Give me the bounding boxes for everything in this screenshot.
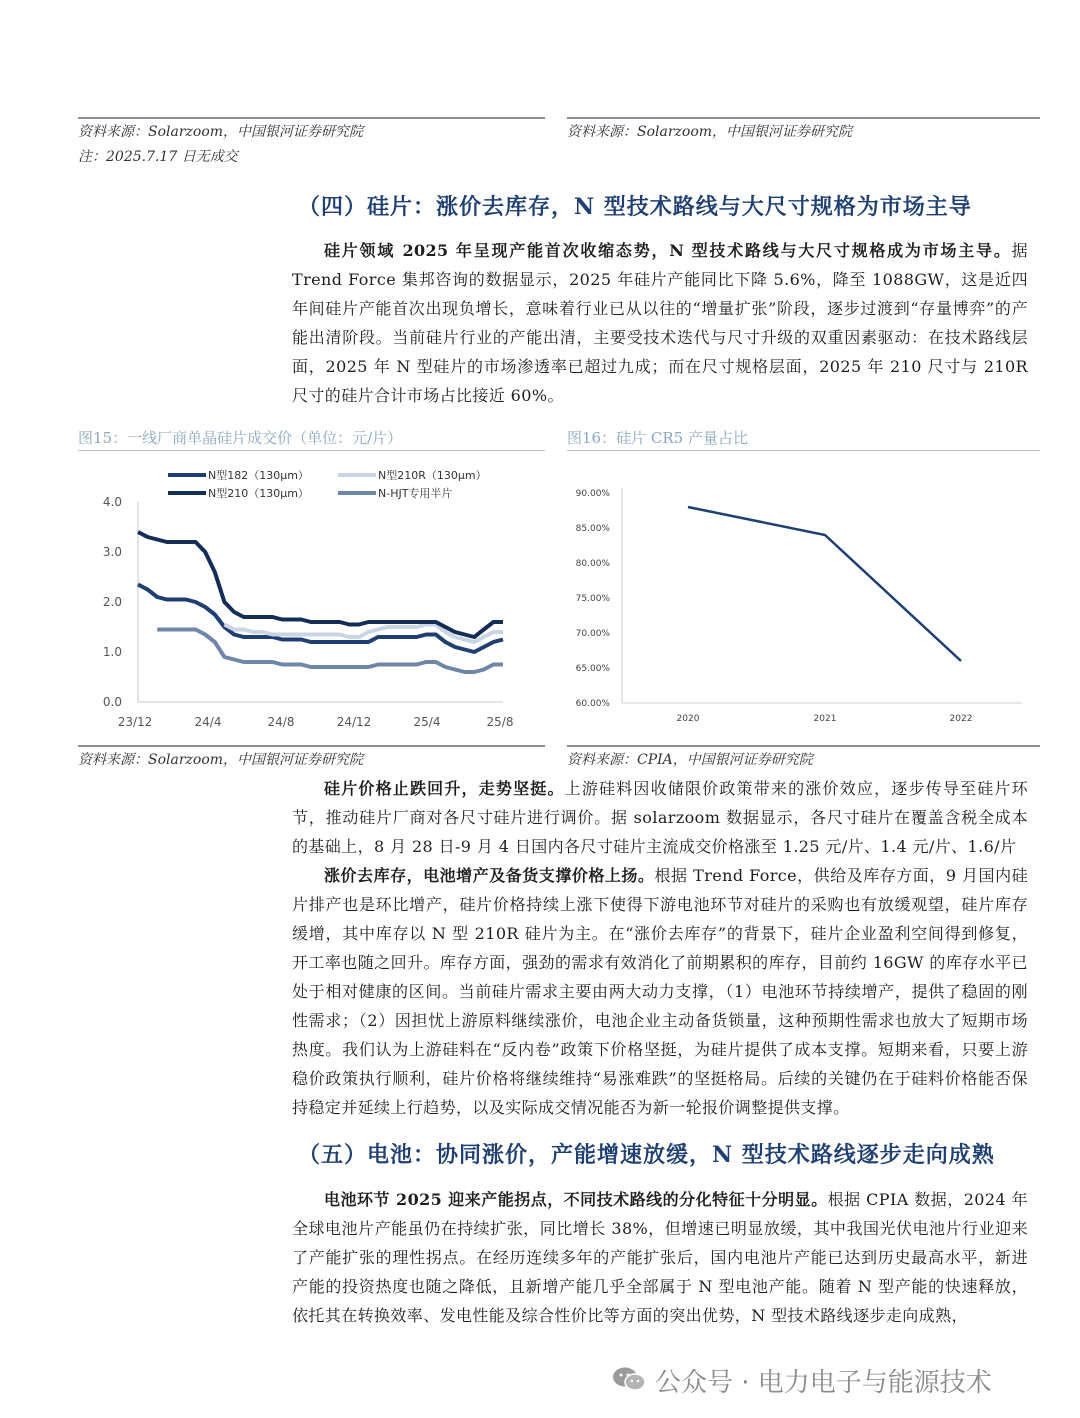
top-rule-right: [567, 117, 1040, 119]
y-tick-label: 60.00%: [575, 699, 610, 709]
figure-16-source: 资料来源：CPIA，中国银河证券研究院: [567, 752, 813, 768]
y-tick-label: 80.00%: [575, 559, 610, 569]
watermark-text: 公众号 · 电力电子与能源技术: [655, 1368, 992, 1398]
figure-16-caption: 图16：硅片 CR5 产量占比: [567, 429, 748, 447]
date-note-left: 注：2025.7.17 日无成交: [78, 149, 238, 165]
cr5-chart-series: [688, 507, 961, 661]
y-tick-label: 85.00%: [575, 524, 610, 534]
destock-paragraph: [292, 861, 1028, 1122]
x-tick-label: 2021: [813, 714, 837, 724]
figure-15-caption: 图15：一线厂商单晶硅片成交价（单位：元/片）: [78, 429, 403, 447]
x-tick-label: 2020: [676, 714, 700, 724]
legend-label: N型210（130μm）: [208, 487, 309, 500]
y-tick-label: 3.0: [102, 545, 122, 559]
x-tick-label: 2022: [949, 714, 973, 724]
source-note-right: 资料来源：Solarzoom，中国银河证券研究院: [567, 124, 853, 140]
y-tick-label: 65.00%: [575, 664, 610, 674]
silicon-wafer-price-chart: [78, 455, 545, 740]
section-4-body: 据 Trend Force 集邦咨询的数据显示，2025 年硅片产能同比下降 5.6%，降至 1088GW，这是近四年间硅片产能首次出现负增长，意味着行业已从以往的“增量扩张”阶段，逐步过渡到“存量博弈”的产能出清阶段。当前硅片行业的产能出清，主要受技术迭代与尺寸升级的双重因素驱动：在技术路线层面，2025 年 N 型硅片的市场渗透率已超过九成；而在尺寸规格层面，2025 年 210 尺寸与 210R 尺寸的硅片合计市场占比接近 60%。: [292, 241, 1028, 405]
fig-bottom-rule-left: [78, 745, 545, 747]
section-5-paragraph: [292, 1185, 1028, 1330]
y-tick-label: 2.0: [102, 595, 122, 609]
price-rebound-paragraph: [292, 774, 1028, 861]
price-chart-axes: [103, 495, 514, 729]
cr5-chart-axes: [576, 488, 1022, 724]
y-tick-label: 90.00%: [575, 489, 610, 499]
legend-label: N型182（130μm）: [208, 469, 309, 482]
price-rebound-lead: 硅片价格止跌回升，走势坚挺。: [324, 779, 565, 798]
section-4-lead: 硅片领域 2025 年呈现产能首次收缩态势，N 型技术路线与大尺寸规格成为市场主导。: [324, 241, 1012, 260]
destock-body: 根据 Trend Force，供给及库存方面，9 月国内硅片排产也是环比增产，硅片价格持续上涨下使得下游电池环节对硅片的采购也有放缓观望，硅片库存缓增，其中库存以 N 型 210R 硅片为主。在“涨价去库存”的背景下，硅片企业盈利空间得到修复，开工率也随之回升。库存方面，强劲的需求有效消化了前期累积的库存，目前约 16GW 的库存水平已处于相对健康的区间。当前硅片需求主要由两大动力支撑，（1）电池环节持续增产，提供了稳固的刚性需求；（2）因担忧上游原料继续涨价，电池企业主动备货锁量，这种预期性需求也放大了短期市场热度。我们认为上游硅料在“反内卷”政策下价格坚挺，为硅片提供了成本支撑。短期来看，只要上游稳价政策执行顺利，硅片价格将继续维持“易涨难跌”的坚挺格局。后续的关键仍在于硅料价格能否保持稳定并延续上行趋势，以及实际成交情况能否为新一轮报价调整提供支撑。: [292, 866, 1028, 1117]
fig-bottom-rule-right: [567, 745, 1040, 747]
section-4-paragraph: [292, 236, 1028, 410]
y-tick-label: 1.0: [102, 645, 122, 659]
y-tick-label: 0.0: [102, 695, 122, 709]
legend-label: N-HJT专用半片: [378, 487, 453, 500]
section-5-body: 根据 CPIA 数据，2024 年全球电池片产能虽仍在持续扩张，同比增长 38%，但增速已明显放缓，其中我国光伏电池片行业迎来了产能扩张的理性拐点。在经历连续多年的产能扩张后，国内电池片产能已达到历史最高水平，新进产能的投资热度也随之降低，且新增产能几乎全部属于 N 型电池产能。随着 N 型产能的快速释放，依托其在转换效率、发电性能及综合性价比等方面的突出优势，N 型技术路线逐步走向成熟，: [292, 1190, 1028, 1325]
section-5-heading: （五）电池：协同涨价，产能增速放缓，N 型技术路线逐步走向成熟: [298, 1142, 995, 1168]
x-tick-label: 25/4: [413, 715, 441, 729]
section-5-lead: 电池环节 2025 迎来产能拐点，不同技术路线的分化特征十分明显。: [324, 1190, 828, 1209]
source-note-left: 资料来源：Solarzoom，中国银河证券研究院: [78, 124, 364, 140]
x-tick-label: 24/12: [336, 715, 372, 729]
price-series-line: [138, 585, 503, 653]
top-rule-left: [78, 117, 545, 119]
fig-rule-right: [567, 450, 1040, 451]
y-tick-label: 4.0: [102, 495, 122, 509]
y-tick-label: 75.00%: [575, 594, 610, 604]
price-rebound-body: 上游硅料因收储限价政策带来的涨价效应，逐步传导至硅片环节，推动硅片厂商对各尺寸硅片进行调价。据 solarzoom 数据显示，各尺寸硅片在覆盖含税全成本的基础上，8 月 28 日-9 月 4 日国内各尺寸硅片主流成交价格涨至 1.25 元/片、1.4 元/片、1.6/片: [292, 779, 1028, 856]
section-4-heading: （四）硅片：涨价去库存，N 型技术路线与大尺寸规格为市场主导: [298, 194, 972, 220]
figure-15-source: 资料来源：Solarzoom，中国银河证券研究院: [78, 752, 364, 768]
x-tick-label: 24/8: [267, 715, 295, 729]
wechat-icon: [612, 1366, 646, 1392]
x-tick-label: 25/8: [486, 715, 514, 729]
x-tick-label: 23/12: [117, 715, 153, 729]
fig-rule-left: [78, 450, 545, 451]
destock-lead: 涨价去库存，电池增产及备货支撑价格上扬。: [324, 866, 655, 885]
price-chart-legend: [168, 468, 487, 500]
cr5-series-line: [688, 507, 961, 661]
y-tick-label: 70.00%: [575, 629, 610, 639]
legend-label: N型210R（130μm）: [378, 469, 487, 482]
x-tick-label: 24/4: [194, 715, 222, 729]
price-series-line: [138, 532, 503, 637]
cr5-share-chart: [567, 455, 1040, 740]
price-chart-series: [138, 532, 503, 672]
